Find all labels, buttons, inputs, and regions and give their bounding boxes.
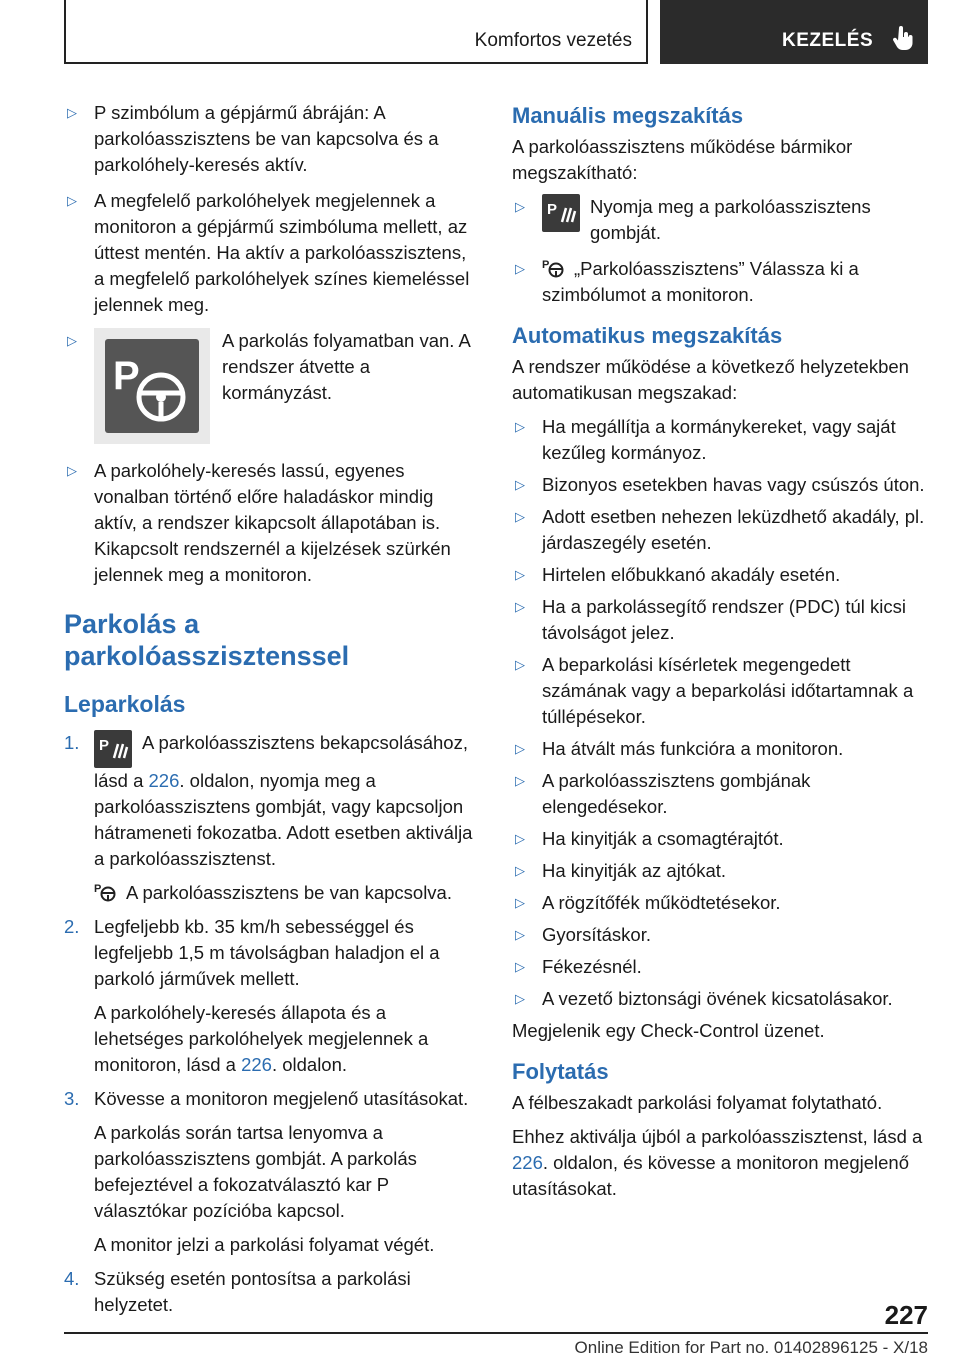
parking-steering-wheel-icon: [94, 328, 210, 444]
list-item: [512, 858, 928, 884]
list-item: [512, 562, 928, 588]
header-section-box: [64, 0, 648, 64]
list-item: [512, 652, 928, 730]
step-number: 2.: [64, 916, 80, 937]
auto-interrupt-list: [512, 414, 928, 1012]
list-item: [512, 986, 928, 1012]
continue-text-2: Ehhez aktiválja újból a parkolóasszisztenst, lásd a: [512, 1126, 923, 1147]
step-text: Legfeljebb kb. 35 km/h sebességgel és legfeljebb 1,5 m távolságban haladjon el a parkoló járművek mellett.: [94, 916, 440, 989]
list-item-text: Ha átvált más funkcióra a monitoron.: [542, 738, 844, 759]
section-heading: Parkolás a parkolóasszisztenssel: [64, 609, 350, 671]
svg-text:P: P: [99, 737, 110, 754]
list-item: [512, 922, 928, 948]
bullet-triangle-icon: ▷: [515, 773, 525, 788]
bullet-triangle-icon: ▷: [515, 959, 525, 974]
bullet-triangle-icon: ▷: [515, 927, 525, 942]
bullet-triangle-icon: ▷: [515, 991, 525, 1006]
svg-text:P: P: [542, 259, 550, 271]
list-item: [512, 504, 928, 556]
list-item-text: Adott esetben nehezen leküzdhető akadály, pl. járdaszegély esetén.: [542, 506, 925, 553]
list-item: [512, 954, 928, 980]
parking-assistant-active-icon: [94, 881, 118, 903]
list-item-text: A parkolás folyamatban van. A rendszer átvette a kormányzást.: [222, 330, 470, 403]
page-link[interactable]: 226: [148, 770, 180, 791]
list-item-text: A parkolóasszisztens gombjának elengedésekor.: [542, 770, 811, 817]
list-item-text: Hirtelen előbukkanó akadály esetén.: [542, 564, 841, 585]
bullet-triangle-icon: ▷: [67, 333, 77, 348]
step-note: A parkolóasszisztens be van kapcsolva.: [126, 882, 452, 903]
step-note: A parkolás során tartsa lenyomva a parkolóasszisztens gombját. A parkolás befejeztével a fokozatválasztó kar P választókar pozícióba kapcsol.: [94, 1122, 417, 1221]
bullet-triangle-icon: ▷: [67, 463, 77, 478]
bullet-triangle-icon: ▷: [515, 741, 525, 756]
auto-intro: A rendszer működése a következő helyzetekben automatikusan megszakad:: [512, 356, 909, 403]
bullet-triangle-icon: ▷: [515, 199, 525, 214]
list-item: [64, 188, 478, 318]
step-item: [64, 730, 478, 906]
bullet-triangle-icon: ▷: [67, 105, 77, 120]
svg-text:P: P: [547, 201, 558, 218]
section-title: Komfortos vezetés: [474, 30, 632, 51]
list-item-text: Ha kinyitják a csomagtérajtót.: [542, 828, 784, 849]
step-note: A monitor jelzi a parkolási folyamat végét.: [94, 1234, 435, 1255]
list-item: [512, 256, 928, 308]
continue-text: A félbeszakadt parkolási folyamat folytatható.: [512, 1092, 883, 1113]
bullet-triangle-icon: ▷: [515, 657, 525, 672]
step-item: [64, 914, 478, 1078]
step-text: Kövesse a monitoron megjelenő utasításokat.: [94, 1088, 469, 1109]
list-item-text: P szimbólum a gépjármű ábráján: A parkolóasszisztens be van kapcsolva és a parkolóhely-keresés aktív.: [94, 102, 439, 175]
list-item-text: „Parkolóasszisztens” Válassza ki a szimbólumot a monitoron.: [542, 258, 859, 305]
page-header: [64, 0, 928, 64]
step-text-cont: . oldalon, nyomja meg a parkolóasszisztens gombját, vagy kapcsoljon hátrameneti fokozatba. Adott esetben aktiválja a parkolóasszisztenst.: [94, 770, 473, 869]
bullet-triangle-icon: ▷: [515, 895, 525, 910]
auto-interrupt-heading: Automatikus megszakítás: [512, 323, 783, 348]
list-item-text: Bizonyos esetekben havas vagy csúszós úton.: [542, 474, 925, 495]
parking-assistant-button-icon: [94, 730, 132, 768]
bullet-triangle-icon: ▷: [515, 261, 525, 276]
list-item-text: Gyorsításkor.: [542, 924, 651, 945]
list-item-text: A parkolóhely-keresés lassú, egyenes vonalban történő előre haladáskor mindig aktív, a rendszer kikapcsolt állapotában is. Kikapcsolt rendszernél a kijelzések szürkén jelennek meg a monitoron.: [94, 460, 451, 585]
step-item: [64, 1086, 478, 1258]
list-item-text: Ha kinyitják az ajtókat.: [542, 860, 727, 881]
list-item-text: A beparkolási kísérletek megengedett számának vagy a beparkolási időtartamnak a túllépésekor.: [542, 654, 914, 727]
step-text: A parkolóasszisztens bekapcsolásához, lásd a: [94, 732, 468, 791]
list-item: [512, 414, 928, 466]
tab-label: KEZELÉS: [782, 30, 874, 51]
parking-assistant-active-icon: [542, 257, 566, 279]
list-item-text: Nyomja meg a parkolóasszisztens gombját.: [590, 196, 871, 243]
footer-divider: [64, 1332, 928, 1334]
auto-outro: Megjelenik egy Check-Control üzenet.: [512, 1020, 825, 1041]
list-item: [512, 194, 928, 246]
manual-interrupt-heading: Manuális megszakítás: [512, 103, 744, 128]
step-text: Szükség esetén pontosítsa a parkolási helyzetet.: [94, 1268, 411, 1315]
hand-pointer-icon: [892, 26, 914, 52]
left-column: [64, 100, 478, 1326]
bullet-triangle-icon: ▷: [515, 831, 525, 846]
list-item: [512, 768, 928, 820]
manual-intro: A parkolóasszisztens működése bármikor megszakítható:: [512, 136, 853, 183]
list-item-text: Fékezésnél.: [542, 956, 642, 977]
list-item: [512, 736, 928, 762]
svg-text:P: P: [94, 883, 102, 895]
list-item: [64, 328, 478, 444]
svg-text:P: P: [113, 354, 140, 398]
bullet-triangle-icon: ▷: [67, 193, 77, 208]
parking-assistant-button-icon: [542, 194, 580, 232]
continue-heading: Folytatás: [512, 1059, 609, 1084]
step-note-cont: . oldalon.: [271, 1054, 348, 1075]
edition-text: Online Edition for Part no. 01402896125 - X/18: [574, 1338, 928, 1357]
header-tab: [660, 0, 928, 64]
page-number: 227: [884, 1300, 928, 1330]
step-number: 4.: [64, 1268, 80, 1289]
list-item-text: A vezető biztonsági övének kicsatolásakor.: [542, 988, 893, 1009]
list-item: [512, 594, 928, 646]
list-item-text: Ha a parkolássegítő rendszer (PDC) túl kicsi távolságot jelez.: [542, 596, 906, 643]
list-item: [512, 826, 928, 852]
list-item: [64, 458, 478, 588]
step-number: 1.: [64, 732, 80, 753]
list-item-text: A rögzítőfék működtetésekor.: [542, 892, 781, 913]
subsection-heading: Leparkolás: [64, 691, 186, 717]
page-link[interactable]: 226: [512, 1152, 543, 1173]
bullet-triangle-icon: ▷: [515, 419, 525, 434]
bullet-triangle-icon: ▷: [515, 567, 525, 582]
page-link[interactable]: 226: [241, 1054, 272, 1075]
list-item: [512, 890, 928, 916]
bullet-triangle-icon: ▷: [515, 863, 525, 878]
right-column: [512, 100, 928, 1210]
bullet-triangle-icon: ▷: [515, 599, 525, 614]
list-item-text: Ha megállítja a kormánykereket, vagy saját kezűleg kormányoz.: [542, 416, 896, 463]
continue-text-2-cont: . oldalon, és kövesse a monitoron megjelenő utasításokat.: [512, 1152, 909, 1199]
list-item-text: A megfelelő parkolóhelyek megjelennek a monitoron a gépjármű szimbóluma mellett, az úttest mentén. Ha aktív a parkolóasszisztens, a megfelelő parkolóhelyek színes kiemeléssel jelennek meg.: [94, 190, 470, 315]
list-item: [512, 472, 928, 498]
bullet-triangle-icon: ▷: [515, 509, 525, 524]
bullet-triangle-icon: ▷: [515, 477, 525, 492]
step-item: [64, 1266, 478, 1318]
step-number: 3.: [64, 1088, 80, 1109]
list-item: [64, 100, 478, 178]
step-note: A parkolóhely-keresés állapota és a lehetséges parkolóhelyek megjelennek a monitoron, lásd a: [94, 1002, 429, 1075]
